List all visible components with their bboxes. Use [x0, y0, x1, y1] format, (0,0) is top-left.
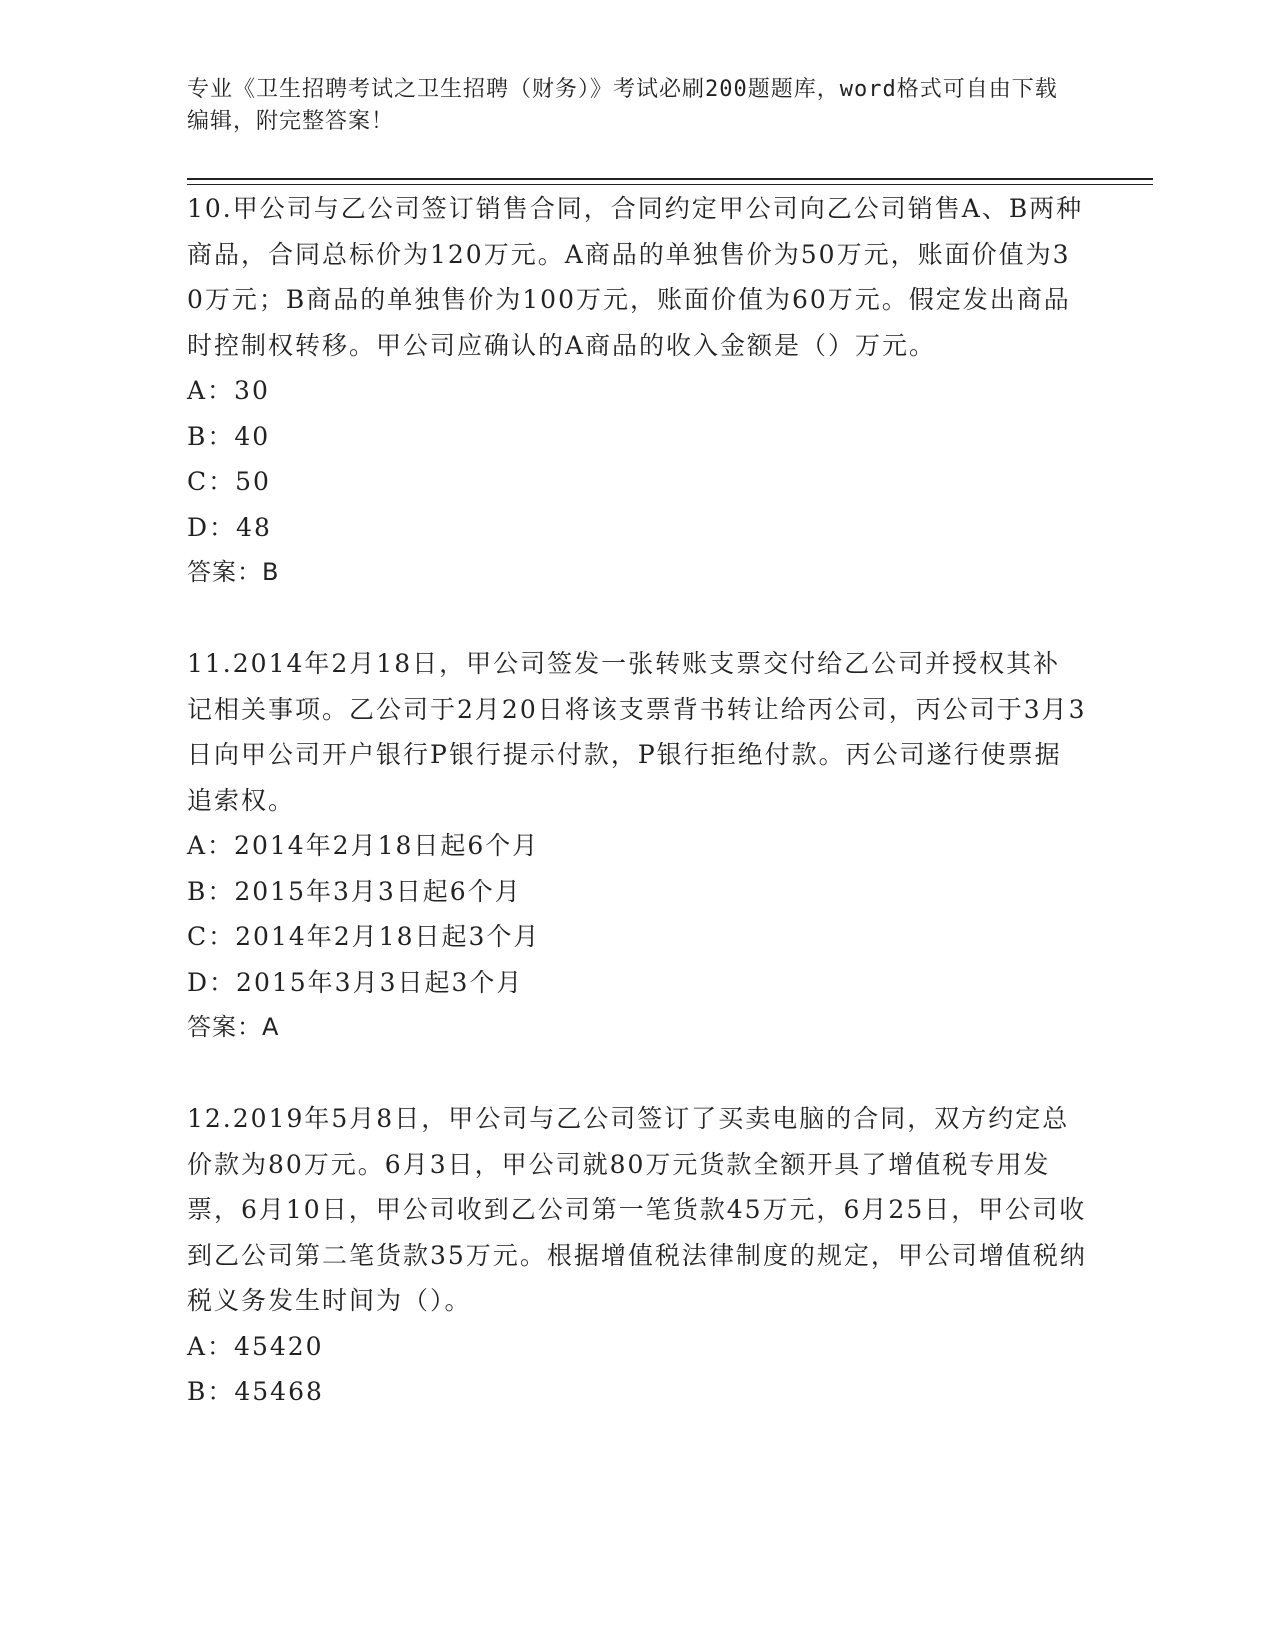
option-a: A：2014年2月18日起6个月 — [187, 831, 540, 860]
header-divider-thick — [187, 178, 1153, 180]
option-a: A：30 — [187, 376, 270, 405]
option-b: B：40 — [187, 421, 271, 451]
option-a: A：45420 — [187, 1331, 324, 1361]
question-12 — [187, 1096, 1087, 1415]
answer-line: 答案：B — [187, 558, 280, 586]
header-divider-thin — [187, 184, 1153, 185]
question-text: 11.2014年2月18日，甲公司签发一张转账支票交付给乙公司并授权其补记相关事项。乙公司于2月20日将该支票背书转让给丙公司，丙公司于3月3日向甲公司开户银行P银行提示付款，P银行拒绝付款。丙公司遂行使票据追索权。 — [187, 649, 1087, 815]
option-d: D：2015年3月3日起3个月 — [187, 967, 524, 997]
answer-line: 答案：A — [187, 1013, 280, 1041]
question-text: 12.2019年5月8日，甲公司与乙公司签订了买卖电脑的合同，双方约定总价款为80万元。6月3日，甲公司就80万元货款全额开具了增值税专用发票，6月10日，甲公司收到乙公司第一笔货款45万元，6月25日，甲公司收到乙公司第二笔货款35万元。根据增值税法律制度的规定，甲公司增值税纳税义务发生时间为（）。 — [187, 1104, 1087, 1315]
option-b: B：2015年3月3日起6个月 — [187, 876, 522, 906]
question-text: 10.甲公司与乙公司签订销售合同，合同约定甲公司向乙公司销售A、B两种商品，合同总标价为120万元。A商品的单独售价为50万元，账面价值为30万元；B商品的单独售价为100万元，账面价值为60万元。假定发出商品时控制权转移。甲公司应确认的A商品的收入金额是（）万元。 — [187, 194, 1084, 360]
document-header: 专业《卫生招聘考试之卫生招聘（财务）》考试必刷200题题库，word格式可自由下载编辑，附完整答案！ — [187, 77, 1058, 134]
option-c: C：2014年2月18日起3个月 — [187, 922, 541, 951]
question-10 — [187, 186, 1087, 596]
question-list — [187, 186, 1087, 1460]
question-11 — [187, 641, 1087, 1051]
option-d: D：48 — [187, 512, 272, 542]
option-b: B：45468 — [187, 1377, 324, 1406]
option-c: C：50 — [187, 467, 271, 496]
